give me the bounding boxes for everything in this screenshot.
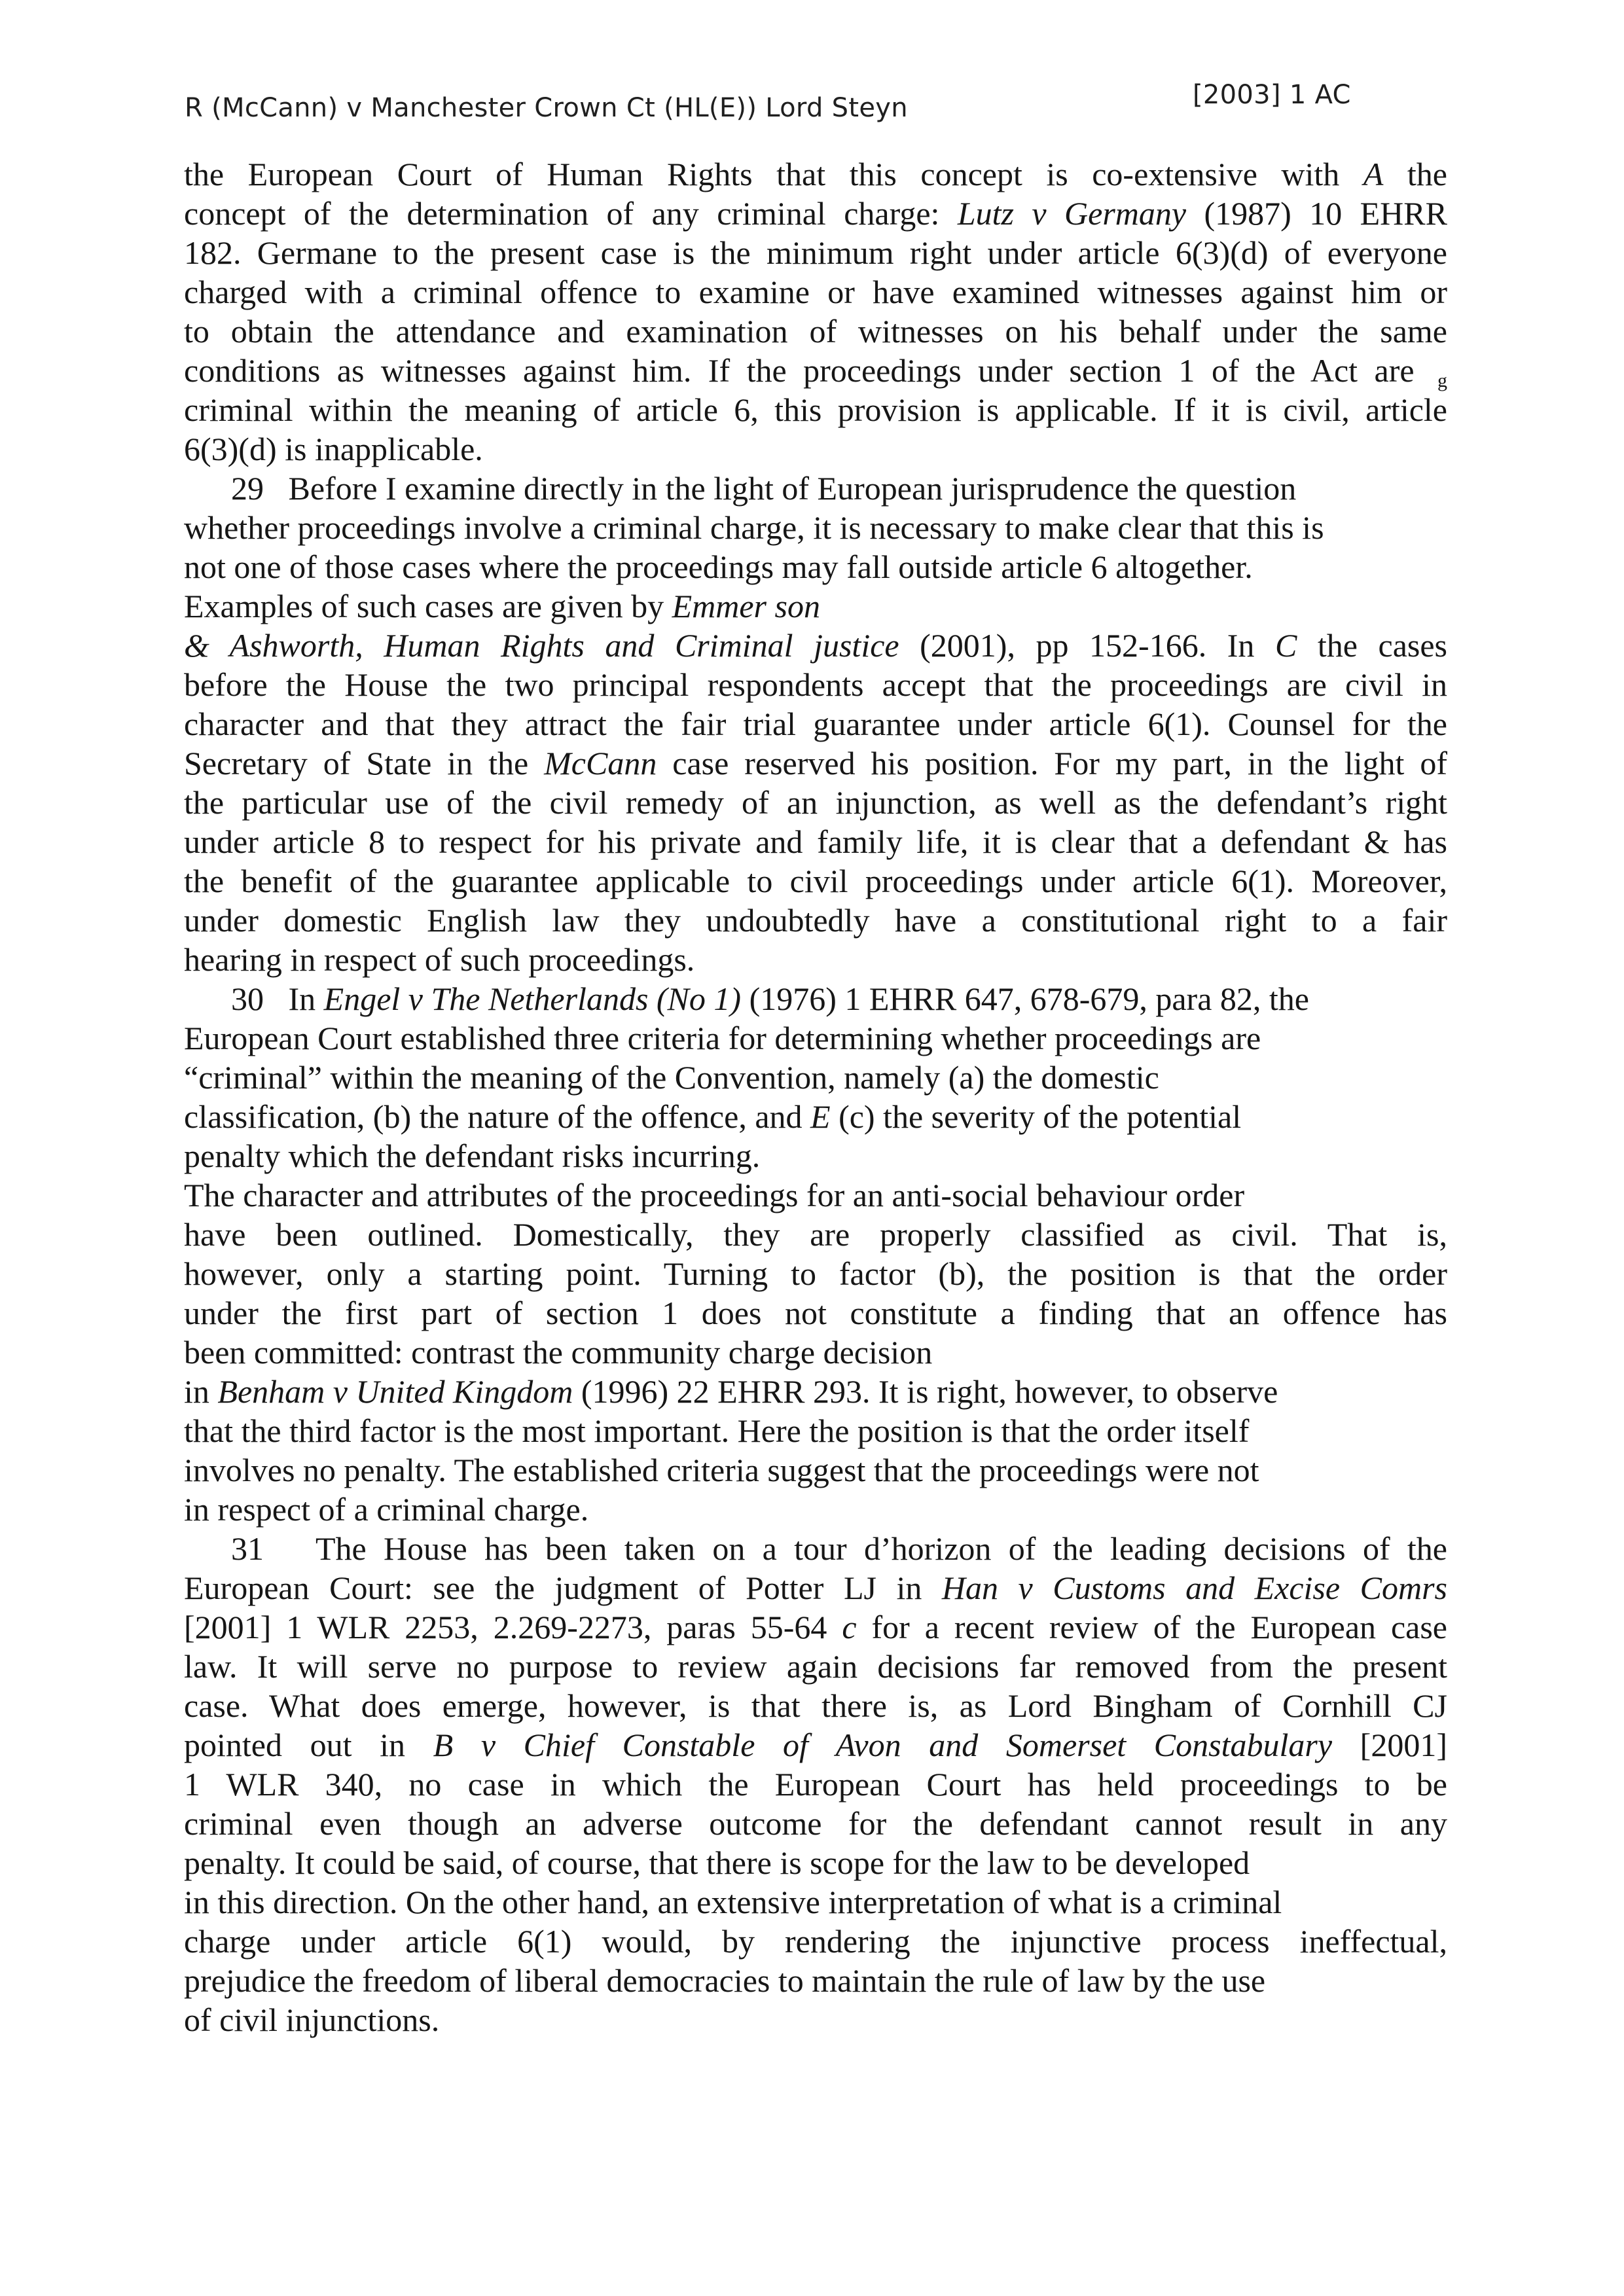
text-line: prejudice the freedom of liberal democracies to maintain the rule of law by the use [184,1962,1266,1999]
text-line: penalty which the defendant risks incurring. [184,1138,761,1174]
text-line: before the House the two principal respondents accept that the proceedings are civil in [184,666,1447,703]
text-line: conditions as witnesses against him. If the proceedings under section 1 of the Act are g [184,352,1447,391]
text-line: charged with a criminal offence to examine or have examined witnesses against him or [184,274,1447,310]
text-line: have been outlined. Domestically, they are properly classified as civil. That is, [184,1216,1447,1253]
text-line: of civil injunctions. [184,2001,440,2038]
text-line: not one of those cases where the proceedings may fall outside article 6 altogether. [184,548,1253,585]
text-line: law. It will serve no purpose to review again decisions far removed from the present [184,1648,1447,1685]
text-line: Examples of such cases are given by Emmer son [184,588,820,624]
text-line: 31 The House has been taken on a tour d’horizon of the leading decisions of the [231,1530,1447,1567]
text-line: [2001] 1 WLR 2253, 2.269-2273, paras 55-64 c for a recent review of the European case [184,1609,1448,1645]
text-line: The character and attributes of the proceedings for an anti-social behaviour order [184,1177,1245,1213]
text-line: Secretary of State in the McCann case reserved his position. For my part, in the light of [184,745,1447,781]
text-line: in Benham v United Kingdom (1996) 22 EHRR 293. It is right, however, to observe [184,1373,1278,1410]
text-line: character and that they attract the fair trial guarantee under article 6(1). Counsel for the [184,706,1447,742]
text-line: to obtain the attendance and examination of witnesses on his behalf under the same [184,313,1447,350]
text-line: the benefit of the guarantee applicable to civil proceedings under article 6(1). Moreover, [184,863,1447,899]
text-line: 29 Before I examine directly in the light of European jurisprudence the question [231,470,1297,507]
text-line: case. What does emerge, however, is that there is, as Lord Bingham of Cornhill CJ [184,1687,1447,1724]
text-line: European Court established three criteria for determining whether proceedings are [184,1020,1261,1056]
text-line: criminal within the meaning of article 6, this provision is applicable. If it is civil, article [184,391,1447,428]
text-line: in this direction. On the other hand, an extensive interpretation of what is a criminal [184,1884,1282,1920]
text-line: penalty. It could be said, of course, that there is scope for the law to be developed [184,1844,1250,1881]
text-line: “criminal” within the meaning of the Convention, namely (a) the domestic [184,1059,1159,1096]
text-line: 6(3)(d) is inapplicable. [184,431,483,467]
text-line: that the third factor is the most important. Here the position is that the order itself [184,1412,1250,1449]
header-case-title: R (McCann) v Manchester Crown Ct (HL(E)) Lord Steyn [185,93,908,123]
text-line: the particular use of the civil remedy of an injunction, as well as the defendant’s right [184,784,1447,821]
text-line: criminal even though an adverse outcome for the defendant cannot result in any [184,1805,1447,1842]
text-line: European Court: see the judgment of Potter LJ in Han v Customs and Excise Comrs [184,1570,1447,1606]
text-line: classification, (b) the nature of the offence, and E (c) the severity of the potential [184,1098,1242,1135]
text-line: involves no penalty. The established criteria suggest that the proceedings were not [184,1452,1259,1488]
text-line: pointed out in B v Chief Constable of Avon and Somerset Constabulary [2001] [184,1727,1447,1763]
text-line: the European Court of Human Rights that this concept is co-extensive with A the [184,156,1447,192]
text-line: concept of the determination of any criminal charge: Lutz v Germany (1987) 10 EHRR [184,195,1447,232]
text-line: 182. Germane to the present case is the minimum right under article 6(3)(d) of everyone [184,234,1447,271]
text-line: 30 In Engel v The Netherlands (No 1) (1976) 1 EHRR 647, 678-679, para 82, the [231,980,1309,1017]
text-line: 1 WLR 340, no case in which the European Court has held proceedings to be [184,1766,1447,1803]
header-citation: [2003] 1 AC [1193,80,1351,110]
text-line: however, only a starting point. Turning to factor (b), the position is that the order [184,1255,1447,1292]
text-line: charge under article 6(1) would, by rendering the injunctive process ineffectual, [184,1923,1447,1960]
text-line: hearing in respect of such proceedings. [184,941,695,978]
text-line: under article 8 to respect for his private and family life, it is clear that a defendant & has [184,823,1447,860]
judgment-text [184,154,1447,2039]
running-header [185,80,1363,132]
text-line: whether proceedings involve a criminal charge, it is necessary to make clear that this is [184,509,1324,546]
text-line: been committed: contrast the community charge decision [184,1334,933,1371]
text-line: under the first part of section 1 does not constitute a finding that an offence has [184,1295,1447,1331]
text-line: & Ashworth, Human Rights and Criminal justice (2001), pp 152-166. In C the cases [184,627,1448,664]
text-line: under domestic English law they undoubtedly have a constitutional right to a fair [184,902,1447,939]
text-line: in respect of a criminal charge. [184,1491,589,1528]
